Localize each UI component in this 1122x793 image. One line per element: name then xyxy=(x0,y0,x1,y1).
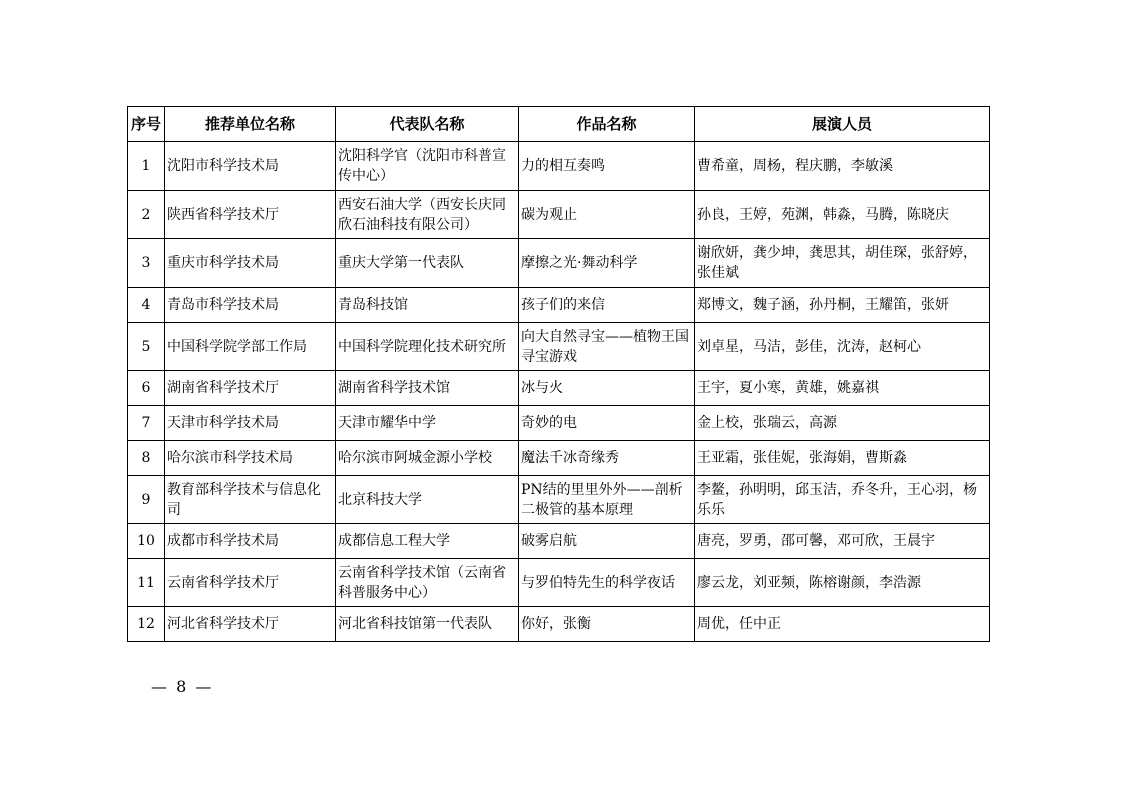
cell-work: 与罗伯特先生的科学夜话 xyxy=(519,559,695,607)
cell-unit: 天津市科学技术局 xyxy=(165,406,336,441)
table-row xyxy=(128,288,990,323)
cell-unit: 沈阳市科学技术局 xyxy=(165,142,336,191)
cell-members: 王亚霜，张佳妮，张海娟，曹斯淼 xyxy=(695,441,990,476)
cell-index: 6 xyxy=(128,371,165,406)
header-members: 展演人员 xyxy=(695,107,990,142)
cell-work: 魔法千冰奇缘秀 xyxy=(519,441,695,476)
table-row xyxy=(128,524,990,559)
header-team: 代表队名称 xyxy=(336,107,519,142)
cell-index: 4 xyxy=(128,288,165,323)
cell-work: 摩擦之光·舞动科学 xyxy=(519,239,695,288)
cell-index: 3 xyxy=(128,239,165,288)
cell-team: 北京科技大学 xyxy=(336,476,519,524)
cell-members: 金上校，张瑞云，高源 xyxy=(695,406,990,441)
cell-work: PN结的里里外外——剖析二极管的基本原理 xyxy=(519,476,695,524)
cell-index: 7 xyxy=(128,406,165,441)
cell-index: 10 xyxy=(128,524,165,559)
cell-index: 9 xyxy=(128,476,165,524)
table-row xyxy=(128,371,990,406)
cell-unit: 哈尔滨市科学技术局 xyxy=(165,441,336,476)
table-row xyxy=(128,476,990,524)
cell-index: 1 xyxy=(128,142,165,191)
cell-index: 11 xyxy=(128,559,165,607)
cell-members: 周优，任中正 xyxy=(695,607,990,642)
table-row xyxy=(128,441,990,476)
cell-work: 奇妙的电 xyxy=(519,406,695,441)
cell-team: 河北省科技馆第一代表队 xyxy=(336,607,519,642)
table-row xyxy=(128,323,990,371)
table-row xyxy=(128,406,990,441)
cell-work: 力的相互奏鸣 xyxy=(519,142,695,191)
cell-members: 孙良，王婷，苑渊，韩淼，马腾，陈晓庆 xyxy=(695,191,990,239)
table-row xyxy=(128,239,990,288)
header-work: 作品名称 xyxy=(519,107,695,142)
cell-team: 云南省科学技术馆（云南省科普服务中心） xyxy=(336,559,519,607)
header-unit: 推荐单位名称 xyxy=(165,107,336,142)
header-index: 序号 xyxy=(128,107,165,142)
table-header-row xyxy=(128,107,990,142)
cell-members: 廖云龙，刘亚频，陈榕谢颜，李浩源 xyxy=(695,559,990,607)
cell-members: 郑博文，魏子涵，孙丹桐，王耀笛，张妍 xyxy=(695,288,990,323)
cell-members: 王宇，夏小寒，黄雄，姚嘉祺 xyxy=(695,371,990,406)
cell-unit: 重庆市科学技术局 xyxy=(165,239,336,288)
cell-unit: 湖南省科学技术厅 xyxy=(165,371,336,406)
cell-team: 沈阳科学官（沈阳市科普宣传中心） xyxy=(336,142,519,191)
cell-members: 曹希童，周杨，程庆鹏，李敏溪 xyxy=(695,142,990,191)
cell-team: 重庆大学第一代表队 xyxy=(336,239,519,288)
cell-index: 8 xyxy=(128,441,165,476)
cell-members: 唐亮，罗勇，邵可馨，邓可欣，王晨宇 xyxy=(695,524,990,559)
cell-work: 孩子们的来信 xyxy=(519,288,695,323)
cell-members: 李鳌，孙明明，邱玉洁，乔冬升，王心羽，杨乐乐 xyxy=(695,476,990,524)
cell-team: 天津市耀华中学 xyxy=(336,406,519,441)
cell-team: 湖南省科学技术馆 xyxy=(336,371,519,406)
cell-index: 12 xyxy=(128,607,165,642)
cell-unit: 陕西省科学技术厅 xyxy=(165,191,336,239)
cell-unit: 教育部科学技术与信息化司 xyxy=(165,476,336,524)
cell-unit: 中国科学院学部工作局 xyxy=(165,323,336,371)
cell-team: 成都信息工程大学 xyxy=(336,524,519,559)
cell-work: 向大自然寻宝——植物王国寻宝游戏 xyxy=(519,323,695,371)
cell-index: 2 xyxy=(128,191,165,239)
cell-work: 冰与火 xyxy=(519,371,695,406)
table-row xyxy=(128,607,990,642)
cell-members: 刘卓星，马洁，彭佳，沈涛，赵柯心 xyxy=(695,323,990,371)
cell-team: 中国科学院理化技术研究所 xyxy=(336,323,519,371)
table-row xyxy=(128,142,990,191)
table-row xyxy=(128,559,990,607)
cell-team: 青岛科技馆 xyxy=(336,288,519,323)
cell-team: 哈尔滨市阿城金源小学校 xyxy=(336,441,519,476)
cell-work: 破雾启航 xyxy=(519,524,695,559)
cell-unit: 云南省科学技术厅 xyxy=(165,559,336,607)
cell-unit: 青岛市科学技术局 xyxy=(165,288,336,323)
cell-work: 你好，张衡 xyxy=(519,607,695,642)
cell-team: 西安石油大学（西安长庆同欣石油科技有限公司） xyxy=(336,191,519,239)
cell-unit: 河北省科学技术厅 xyxy=(165,607,336,642)
awards-table xyxy=(127,106,990,642)
page-number: — 8 — xyxy=(151,677,214,696)
cell-members: 谢欣妍，龚少坤，龚思其，胡佳琛，张舒婷，张佳斌 xyxy=(695,239,990,288)
cell-index: 5 xyxy=(128,323,165,371)
cell-unit: 成都市科学技术局 xyxy=(165,524,336,559)
table-row xyxy=(128,191,990,239)
cell-work: 碳为观止 xyxy=(519,191,695,239)
